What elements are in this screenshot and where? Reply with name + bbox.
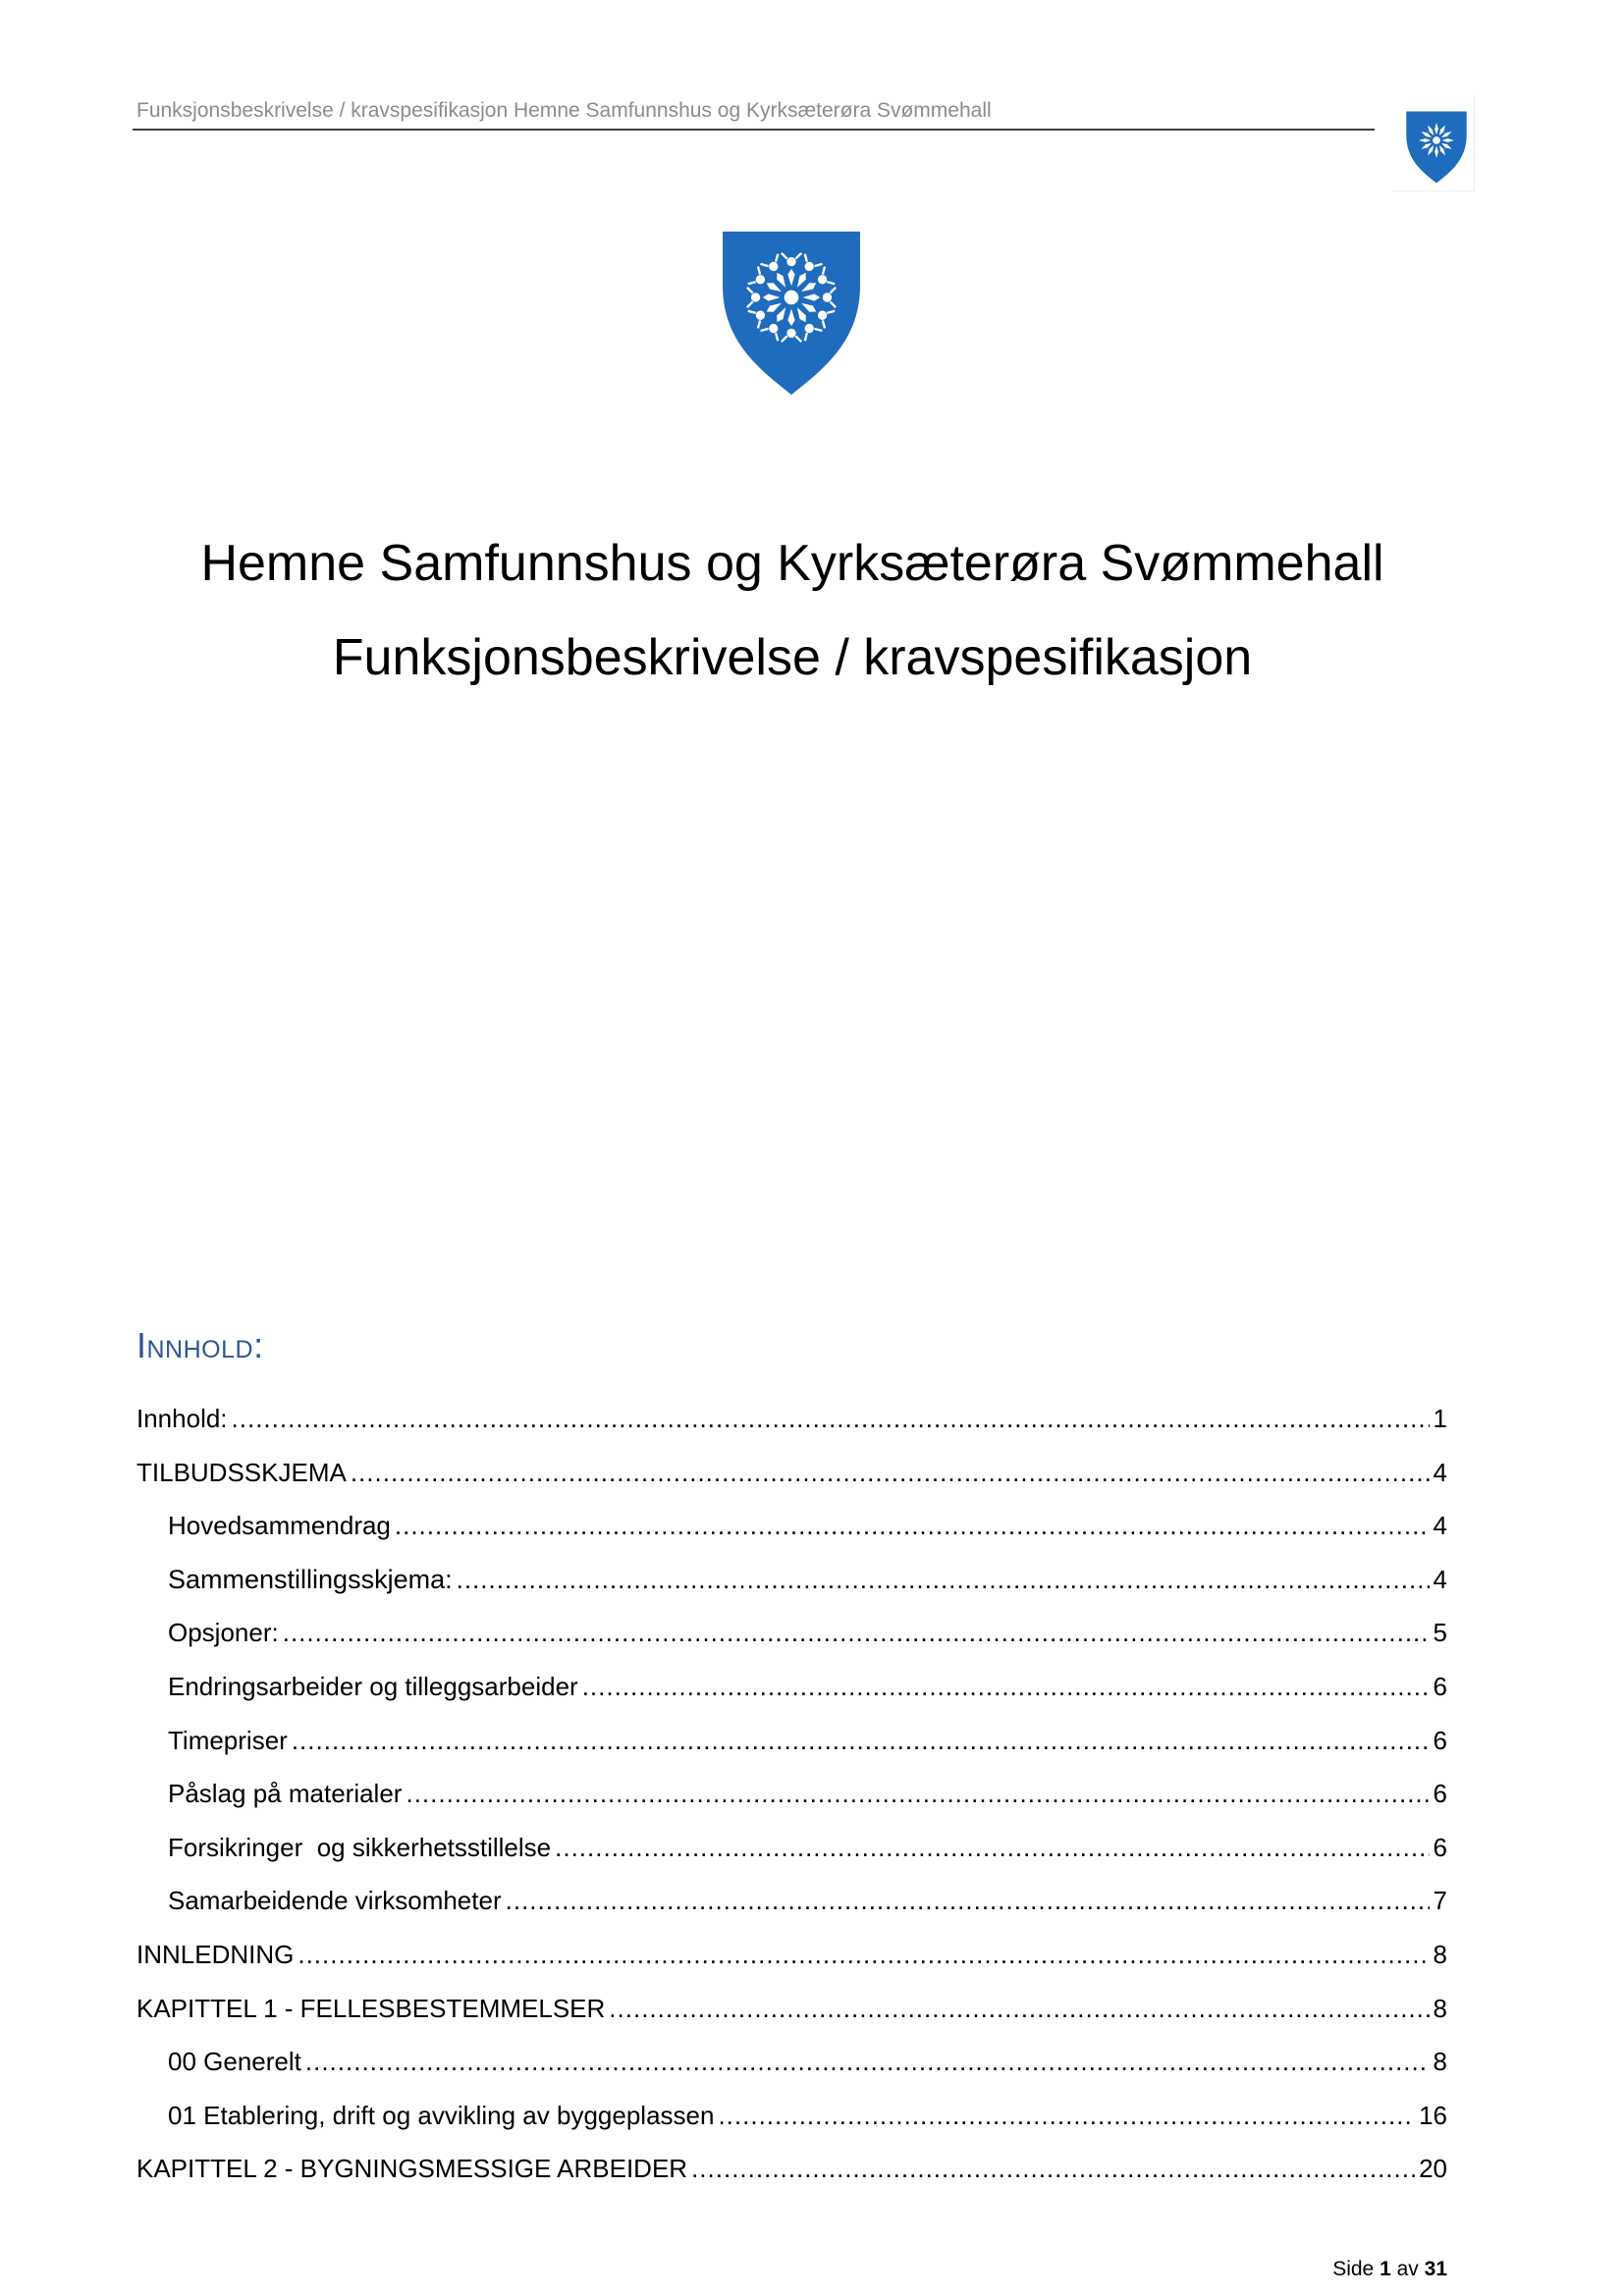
toc-leader xyxy=(292,1726,1430,1756)
toc-entry-label: Innhold: xyxy=(136,1404,228,1433)
toc-leader xyxy=(406,1779,1429,1809)
toc-entry[interactable] xyxy=(136,2047,1447,2101)
toc-leader xyxy=(582,1672,1430,1702)
toc-leader xyxy=(691,2154,1415,2184)
toc-entry-page: 6 xyxy=(1433,1725,1447,1755)
toc-entry[interactable] xyxy=(136,1404,1447,1458)
toc-entry[interactable] xyxy=(136,2101,1447,2155)
toc-entry[interactable] xyxy=(136,1511,1447,1565)
toc-entry-page: 4 xyxy=(1433,1457,1447,1487)
toc-entry-label: Sammenstillingsskjema: xyxy=(168,1564,453,1594)
toc-entry[interactable] xyxy=(136,1833,1447,1887)
header-divider xyxy=(133,129,1375,131)
toc-entry[interactable] xyxy=(136,1886,1447,1940)
toc-entry-label: 01 Etablering, drift og avvikling av byggeplassen xyxy=(168,2100,715,2130)
municipal-coat-of-arms-icon xyxy=(718,229,865,398)
toc-entry-page: 8 xyxy=(1433,1993,1447,2023)
toc-leader xyxy=(305,2047,1430,2077)
toc-entry-page: 20 xyxy=(1419,2154,1447,2184)
toc-entry-label: TILBUDSSKJEMA xyxy=(136,1457,347,1487)
toc-entry-label: 00 Generelt xyxy=(168,2047,301,2077)
toc-entry-page: 7 xyxy=(1433,1886,1447,1916)
toc-leader xyxy=(395,1511,1430,1541)
toc-entry-label: KAPITTEL 2 - BYGNINGSMESSIGE ARBEIDER xyxy=(136,2154,688,2184)
toc-entry-label: KAPITTEL 1 - FELLESBESTEMMELSER xyxy=(136,1993,606,2023)
toc-leader xyxy=(718,2101,1415,2131)
footer-prefix: Side xyxy=(1332,2258,1375,2280)
toc-entry-page: 8 xyxy=(1433,2047,1447,2077)
toc-entry-page: 4 xyxy=(1433,1564,1447,1594)
toc-entry-page: 1 xyxy=(1433,1404,1447,1433)
toc-entry[interactable] xyxy=(136,1565,1447,1619)
toc-entry[interactable] xyxy=(136,1779,1447,1833)
toc-entry-page: 5 xyxy=(1433,1618,1447,1648)
document-title: Hemne Samfunnshus og Kyrksæterøra Svømmehall xyxy=(200,535,1384,592)
toc-heading: Innhold: xyxy=(136,1325,264,1365)
toc-entry[interactable] xyxy=(136,2154,1447,2208)
toc-leader xyxy=(298,1940,1429,1970)
toc-leader xyxy=(232,1404,1430,1434)
toc-entry[interactable] xyxy=(136,1726,1447,1780)
running-header-title: Funksjonsbeskrivelse / kravspesifikasjon Hemne Samfunnshus og Kyrksæterøra Svømmehall xyxy=(136,99,992,122)
footer-current-page: 1 xyxy=(1380,2258,1391,2280)
toc-entry-page: 6 xyxy=(1433,1832,1447,1862)
toc-leader xyxy=(283,1618,1430,1648)
toc-leader xyxy=(457,1565,1430,1595)
toc-entry-label: Forsikringer og sikkerhetsstillelse xyxy=(168,1832,552,1862)
toc-entry-label: Timepriser xyxy=(168,1725,288,1755)
toc-entry-page: 6 xyxy=(1433,1671,1447,1701)
document-subtitle: Funksjonsbeskrivelse / kravspesifikasjon xyxy=(332,629,1253,686)
toc-leader xyxy=(351,1458,1430,1488)
toc-leader xyxy=(506,1886,1430,1916)
toc-entry-label: Samarbeidende virksomheter xyxy=(168,1886,502,1916)
toc-entry-label: INNLEDNING xyxy=(136,1939,295,1969)
footer-total-pages: 31 xyxy=(1424,2258,1447,2280)
toc-entry-page: 6 xyxy=(1433,1779,1447,1809)
toc-entry[interactable] xyxy=(136,1672,1447,1726)
page-footer xyxy=(1332,2258,1447,2281)
toc-entry-page: 4 xyxy=(1433,1511,1447,1541)
toc-entry-page: 16 xyxy=(1419,2100,1447,2130)
toc-entry[interactable] xyxy=(136,1994,1447,2048)
municipal-coat-of-arms-icon xyxy=(1405,110,1468,185)
toc-entry-label: Påslag på materialer xyxy=(168,1779,403,1809)
toc-entry[interactable] xyxy=(136,1618,1447,1672)
toc-entry-page: 8 xyxy=(1433,1939,1447,1969)
toc-entry-label: Hovedsammendrag xyxy=(168,1511,391,1541)
table-of-contents xyxy=(136,1404,1447,2208)
toc-leader xyxy=(609,1994,1429,2024)
toc-leader xyxy=(555,1833,1429,1863)
toc-entry-label: Endringsarbeider og tilleggsarbeider xyxy=(168,1671,578,1701)
toc-entry[interactable] xyxy=(136,1940,1447,1994)
toc-entry-label: Opsjoner: xyxy=(168,1618,279,1648)
footer-middle: av xyxy=(1396,2258,1419,2280)
toc-entry[interactable] xyxy=(136,1458,1447,1512)
